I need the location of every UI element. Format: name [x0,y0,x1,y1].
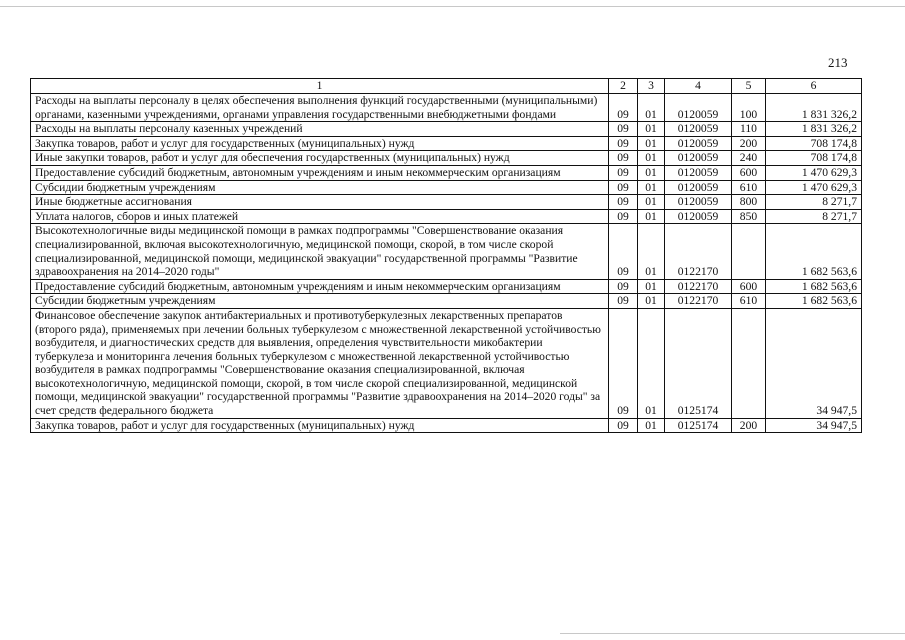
row-section: 09 [609,180,638,195]
row-section: 09 [609,279,638,294]
row-name: Иные закупки товаров, работ и услуг для обеспечения государственных (муниципальных) нужд [31,151,609,166]
row-subsection: 01 [638,180,665,195]
row-section: 09 [609,418,638,433]
row-amount: 1 470 629,3 [766,165,862,180]
table-row [31,151,862,166]
table-row [31,308,862,418]
row-expense-type: 110 [732,122,766,137]
row-target-item: 0125174 [665,308,732,418]
row-name: Расходы на выплаты персоналу казенных учреждений [31,122,609,137]
row-name: Предоставление субсидий бюджетным, автономным учреждениям и иным некоммерческим организациям [31,279,609,294]
row-subsection: 01 [638,418,665,433]
row-subsection: 01 [638,224,665,279]
row-expense-type [732,308,766,418]
row-target-item: 0122170 [665,224,732,279]
row-amount: 1 682 563,6 [766,279,862,294]
table-row [31,195,862,210]
row-amount: 1 831 326,2 [766,94,862,122]
budget-table [30,78,862,433]
row-name: Финансовое обеспечение закупок антибактериальных и противотуберкулезных лекарственных препаратов (второго ряда), применяемых при лечении больных туберкулезом с множественной лекарственной устойчивостью возбудителя, и диагностических средств для выявления, определения чувствительности микобактерии туберкулеза и мониторинга лечения больных туберкулезом с множественной лекарственной устойчивостью возбудителя в рамках подпрограммы "Совершенствование оказания специализированной, включая высокотехнологичную, медицинской помощи, скорой, в том числе скорой специализированной, медицинской помощи, медицинской эвакуации" государственной программы "Развитие здравоохранения на 2014–2020 годы" за счет средств федерального бюджета [31,308,609,418]
row-target-item: 0120059 [665,195,732,210]
table-row [31,136,862,151]
row-subsection: 01 [638,151,665,166]
row-section: 09 [609,209,638,224]
table-row [31,224,862,279]
row-section: 09 [609,136,638,151]
table-row [31,165,862,180]
row-section: 09 [609,308,638,418]
table-row [31,94,862,122]
table-row [31,122,862,137]
table-row [31,209,862,224]
row-section: 09 [609,195,638,210]
row-expense-type: 800 [732,195,766,210]
row-amount: 8 271,7 [766,195,862,210]
row-expense-type: 610 [732,294,766,309]
row-target-item: 0120059 [665,136,732,151]
row-subsection: 01 [638,195,665,210]
header-col-4: 4 [665,79,732,94]
row-expense-type: 200 [732,136,766,151]
table-row [31,418,862,433]
row-amount: 34 947,5 [766,308,862,418]
table-row [31,294,862,309]
row-name: Уплата налогов, сборов и иных платежей [31,209,609,224]
row-target-item: 0120059 [665,180,732,195]
row-name: Расходы на выплаты персоналу в целях обеспечения выполнения функций государственными (муниципальными) органами, казенными учреждениями, органами управления государственными внебюджетными фондами [31,94,609,122]
row-name: Субсидии бюджетным учреждениям [31,294,609,309]
scan-artifact-top [0,6,905,7]
row-amount: 1 470 629,3 [766,180,862,195]
row-section: 09 [609,165,638,180]
row-target-item: 0125174 [665,418,732,433]
row-section: 09 [609,151,638,166]
row-section: 09 [609,294,638,309]
row-amount: 1 682 563,6 [766,224,862,279]
row-subsection: 01 [638,279,665,294]
row-expense-type: 600 [732,279,766,294]
row-expense-type [732,224,766,279]
row-section: 09 [609,224,638,279]
row-subsection: 01 [638,294,665,309]
row-target-item: 0120059 [665,94,732,122]
row-section: 09 [609,94,638,122]
table-header-row [31,79,862,94]
row-section: 09 [609,122,638,137]
row-expense-type: 600 [732,165,766,180]
row-amount: 34 947,5 [766,418,862,433]
row-amount: 708 174,8 [766,151,862,166]
row-subsection: 01 [638,122,665,137]
row-name: Субсидии бюджетным учреждениям [31,180,609,195]
row-expense-type: 610 [732,180,766,195]
row-subsection: 01 [638,136,665,151]
row-target-item: 0122170 [665,294,732,309]
row-expense-type: 240 [732,151,766,166]
row-amount: 8 271,7 [766,209,862,224]
row-name: Закупка товаров, работ и услуг для государственных (муниципальных) нужд [31,136,609,151]
header-col-2: 2 [609,79,638,94]
row-target-item: 0120059 [665,209,732,224]
row-name: Закупка товаров, работ и услуг для государственных (муниципальных) нужд [31,418,609,433]
header-col-6: 6 [766,79,862,94]
row-subsection: 01 [638,308,665,418]
row-subsection: 01 [638,209,665,224]
header-col-1: 1 [31,79,609,94]
row-target-item: 0120059 [665,122,732,137]
row-expense-type: 200 [732,418,766,433]
row-expense-type: 100 [732,94,766,122]
row-amount: 1 682 563,6 [766,294,862,309]
page-number: 213 [828,55,848,70]
table-row [31,180,862,195]
row-target-item: 0120059 [665,151,732,166]
row-target-item: 0122170 [665,279,732,294]
row-expense-type: 850 [732,209,766,224]
table-row [31,279,862,294]
scan-artifact-bottom [560,633,905,634]
header-col-3: 3 [638,79,665,94]
row-name: Иные бюджетные ассигнования [31,195,609,210]
row-name: Предоставление субсидий бюджетным, автономным учреждениям и иным некоммерческим организациям [31,165,609,180]
row-subsection: 01 [638,165,665,180]
row-amount: 708 174,8 [766,136,862,151]
row-name: Высокотехнологичные виды медицинской помощи в рамках подпрограммы "Совершенствование оказания специализированной, включая высокотехнологичную, медицинской помощи, скорой, в том числе скорой специализированной, медицинской помощи, медицинской эвакуации" государственной программы "Развитие здравоохранения на 2014–2020 годы" [31,224,609,279]
row-amount: 1 831 326,2 [766,122,862,137]
header-col-5: 5 [732,79,766,94]
row-target-item: 0120059 [665,165,732,180]
row-subsection: 01 [638,94,665,122]
